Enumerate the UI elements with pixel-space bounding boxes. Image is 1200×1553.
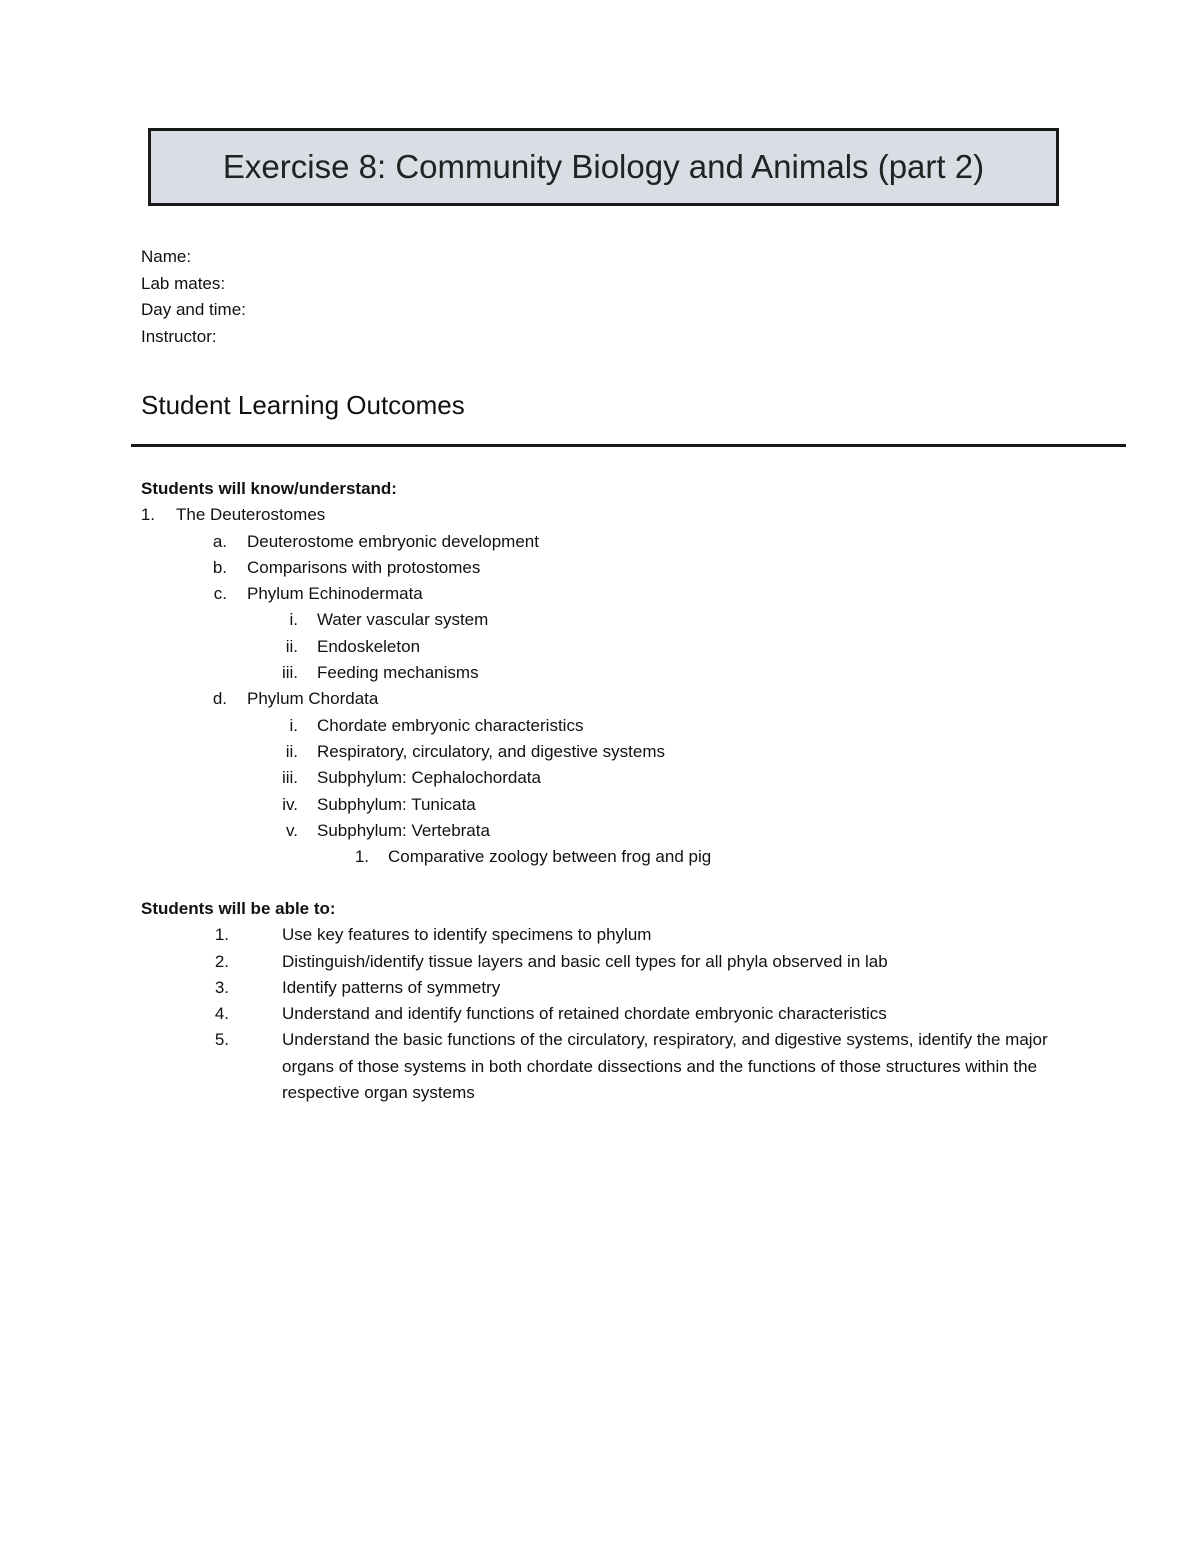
able-list xyxy=(141,922,1141,1106)
skill-item xyxy=(141,922,1141,948)
student-info-block xyxy=(141,244,246,350)
outline-text: Comparisons with protostomes xyxy=(247,557,481,577)
skill-number: 4. xyxy=(214,1004,229,1024)
outline-item xyxy=(141,844,1141,870)
outline-text: Chordate embryonic characteristics xyxy=(317,715,584,735)
outline-marker: i. xyxy=(289,610,298,630)
outline-item xyxy=(141,502,1141,528)
skill-item xyxy=(141,949,1141,975)
outline-text: Comparative zoology between frog and pig xyxy=(388,847,712,867)
day-time-field-label: Day and time: xyxy=(141,300,246,319)
outline-item xyxy=(141,555,1141,581)
title-box xyxy=(148,128,1059,206)
able-heading: Students will be able to: xyxy=(141,899,336,918)
outline-marker: iii. xyxy=(281,768,298,788)
skill-number: 3. xyxy=(214,977,229,997)
outline-marker: b. xyxy=(212,557,227,577)
skill-item xyxy=(141,1001,1141,1027)
outline-marker: i. xyxy=(289,715,298,735)
outline-item xyxy=(141,713,1141,739)
outline-item xyxy=(141,660,1141,686)
outline-marker: 1. xyxy=(354,847,369,867)
outline-text: Subphylum: Tunicata xyxy=(317,794,476,814)
outline-text: Phylum Echinodermata xyxy=(247,584,423,604)
outline-marker: ii. xyxy=(285,636,298,656)
outline-text: Endoskeleton xyxy=(317,636,421,656)
outline-item xyxy=(141,607,1141,633)
outline-item xyxy=(141,581,1141,607)
skill-number: 1. xyxy=(214,925,229,945)
outline-text: Subphylum: Cephalochordata xyxy=(317,768,541,788)
skill-item xyxy=(141,1027,1141,1106)
outline-text: Feeding mechanisms xyxy=(317,663,479,683)
outline-item xyxy=(141,792,1141,818)
outline-item xyxy=(141,686,1141,712)
skill-text: Use key features to identify specimens to phylum xyxy=(282,925,652,945)
outline-text: Subphylum: Vertebrata xyxy=(317,820,490,840)
skill-text: Understand the basic functions of the circulatory, respiratory, and digestive systems, identify the major organs of those systems in both chordate dissections and the functions of those structures within the respective organ systems xyxy=(282,1030,1048,1103)
skill-text: Identify patterns of symmetry xyxy=(282,977,501,997)
outline-text: Deuterostome embryonic development xyxy=(247,531,539,551)
skill-number: 5. xyxy=(214,1030,229,1050)
outline-text: Phylum Chordata xyxy=(247,689,379,709)
outline-marker: iii. xyxy=(281,663,298,683)
able-to-section xyxy=(141,896,1141,1106)
know-list xyxy=(141,502,1141,870)
outline-item xyxy=(141,739,1141,765)
outline-text: Water vascular system xyxy=(317,610,489,630)
skill-item xyxy=(141,975,1141,1001)
instructor-field-label: Instructor: xyxy=(141,326,217,346)
section-heading: Student Learning Outcomes xyxy=(141,390,465,420)
outline-item xyxy=(141,634,1141,660)
section-divider xyxy=(131,444,1126,447)
outline-marker: iv. xyxy=(282,794,298,814)
outline-text: Respiratory, circulatory, and digestive systems xyxy=(317,741,665,761)
skill-text: Distinguish/identify tissue layers and basic cell types for all phyla observed in lab xyxy=(282,951,888,971)
outline-marker: ii. xyxy=(285,741,298,761)
outline-marker: a. xyxy=(212,531,227,551)
outline-marker: d. xyxy=(212,689,227,709)
outline-item xyxy=(141,529,1141,555)
lab-mates-field-label: Lab mates: xyxy=(141,273,226,293)
know-heading: Students will know/understand: xyxy=(141,479,397,498)
outline-item xyxy=(141,765,1141,791)
skill-text: Understand and identify functions of retained chordate embryonic characteristics xyxy=(282,1004,887,1024)
outline-text: The Deuterostomes xyxy=(176,505,326,525)
skill-number: 2. xyxy=(214,951,229,971)
outline-marker: v. xyxy=(286,820,298,840)
name-field-label: Name: xyxy=(141,247,192,266)
outline-item xyxy=(141,818,1141,844)
know-understand-section xyxy=(141,476,1141,870)
page-title: Exercise 8: Community Biology and Animals (part 2) xyxy=(222,148,985,185)
outline-marker: c. xyxy=(213,584,227,604)
outline-marker: 1. xyxy=(140,505,155,525)
